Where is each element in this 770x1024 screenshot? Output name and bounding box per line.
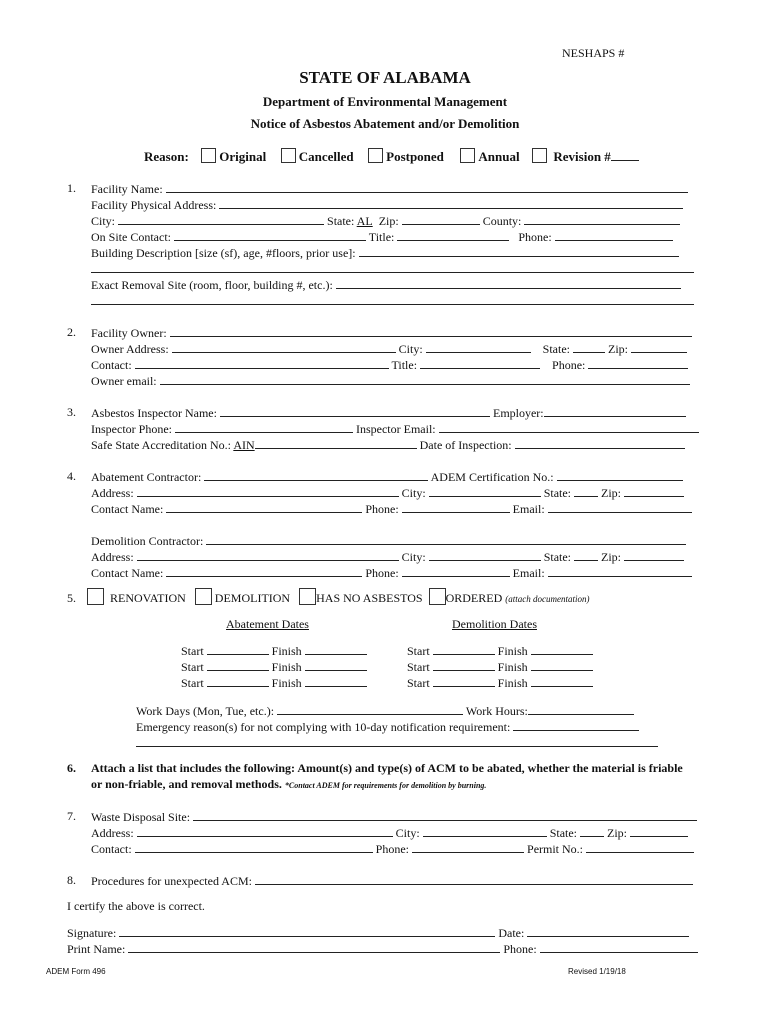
- facility-owner-label: Facility Owner:: [91, 326, 167, 340]
- inspector-name-label: Asbestos Inspector Name:: [91, 406, 217, 420]
- demolition-start-field-2[interactable]: [433, 659, 495, 671]
- demolition-finish-label: Finish: [497, 644, 528, 658]
- owner-title-field[interactable]: [420, 357, 540, 369]
- signature-date-field[interactable]: [527, 925, 689, 937]
- permit-field[interactable]: [586, 841, 694, 853]
- revision-date: Revised 1/19/18: [568, 967, 626, 976]
- owner-state-field[interactable]: [573, 341, 605, 353]
- owner-address-field[interactable]: [172, 341, 396, 353]
- demolition-start-field-3[interactable]: [433, 675, 495, 687]
- physical-address-field[interactable]: [219, 197, 683, 209]
- abatement-contractor-label: Abatement Contractor:: [91, 470, 202, 484]
- print-phone-field[interactable]: [540, 941, 698, 953]
- abatement-city-field[interactable]: [429, 485, 541, 497]
- owner-city-label: City:: [398, 342, 423, 356]
- certification-statement: I certify the above is correct.: [67, 899, 205, 913]
- acm-instructions-line-1: Attach a list that includes the following: Amount(s) and type(s) of ACM to be abated, whether the material is friable: [91, 761, 683, 775]
- notice-title: Notice of Asbestos Abatement and/or Demolition: [250, 116, 520, 131]
- demolition-start-field-1[interactable]: [433, 643, 495, 655]
- owner-contact-field[interactable]: [135, 357, 389, 369]
- form-number: ADEM Form 496: [46, 967, 106, 976]
- phone-field[interactable]: [555, 229, 673, 241]
- owner-contact-label: Contact:: [91, 358, 132, 372]
- demolition-email-field[interactable]: [548, 565, 692, 577]
- section-5-number: 5.: [67, 591, 76, 605]
- ordered-checkbox[interactable]: [429, 588, 446, 605]
- adem-certification-field[interactable]: [557, 469, 683, 481]
- abatement-phone-label: Phone:: [365, 502, 399, 516]
- inspector-email-label: Inspector Email:: [355, 422, 436, 436]
- no-asbestos-label: HAS NO ASBESTOS: [316, 591, 423, 605]
- abatement-start-label: Start: [181, 660, 204, 674]
- zip-field[interactable]: [402, 213, 480, 225]
- section-6-number: 6.: [67, 761, 76, 775]
- reason-original-label: Original: [219, 149, 267, 164]
- waste-state-field[interactable]: [580, 825, 604, 837]
- acm-instructions-line-2: or non-friable, and removal methods.: [91, 777, 282, 791]
- print-name-field[interactable]: [128, 941, 500, 953]
- signature-label: Signature:: [67, 926, 117, 940]
- demolition-contractor-label: Demolition Contractor:: [91, 534, 204, 548]
- abatement-finish-field-2[interactable]: [305, 659, 367, 671]
- abatement-finish-label: Finish: [271, 660, 302, 674]
- demolition-zip-field[interactable]: [624, 549, 684, 561]
- owner-phone-field[interactable]: [588, 357, 688, 369]
- demolition-state-field[interactable]: [574, 549, 598, 561]
- state-label: State:: [327, 214, 355, 228]
- demolition-finish-label: Finish: [497, 676, 528, 690]
- waste-address-field[interactable]: [137, 825, 393, 837]
- work-days-field[interactable]: [277, 703, 463, 715]
- facility-name-label: Facility Name:: [91, 182, 163, 196]
- abatement-start-field-2[interactable]: [207, 659, 269, 671]
- abatement-phone-field[interactable]: [402, 501, 510, 513]
- waste-zip-field[interactable]: [630, 825, 688, 837]
- building-description-field-2[interactable]: [91, 261, 694, 273]
- building-description-field[interactable]: [359, 245, 679, 257]
- owner-state-label: State:: [542, 342, 570, 356]
- demolition-start-label: Start: [407, 660, 430, 674]
- owner-phone-label: Phone:: [552, 358, 586, 372]
- section-1-number: 1.: [67, 181, 76, 195]
- waste-zip-label: Zip:: [607, 826, 628, 840]
- reason-revision-checkbox[interactable]: [532, 148, 547, 163]
- section-3-number: 3.: [67, 405, 76, 419]
- abatement-address-label: Address:: [91, 486, 134, 500]
- adem-certification-label: ADEM Certification No.:: [430, 470, 554, 484]
- work-hours-field[interactable]: [528, 703, 634, 715]
- abatement-email-field[interactable]: [548, 501, 692, 513]
- abatement-address-field[interactable]: [137, 485, 399, 497]
- owner-city-field[interactable]: [426, 341, 531, 353]
- reason-annual-label: Annual: [478, 149, 520, 164]
- waste-contact-field[interactable]: [135, 841, 373, 853]
- demolition-start-label: Start: [407, 644, 430, 658]
- accreditation-label: Safe State Accreditation No.:: [91, 438, 231, 452]
- removal-site-field-2[interactable]: [91, 293, 694, 305]
- inspector-email-field[interactable]: [439, 421, 699, 433]
- signature-date-label: Date:: [498, 926, 525, 940]
- section-8-number: 8.: [67, 873, 76, 887]
- title-field[interactable]: [397, 229, 509, 241]
- onsite-contact-field[interactable]: [174, 229, 366, 241]
- employer-label: Employer:: [492, 406, 544, 420]
- renovation-label: RENOVATION: [110, 591, 186, 605]
- abatement-finish-label: Finish: [271, 644, 302, 658]
- waste-site-label: Waste Disposal Site:: [91, 810, 191, 824]
- waste-phone-field[interactable]: [412, 841, 524, 853]
- reason-annual-checkbox[interactable]: [460, 148, 475, 163]
- abatement-state-label: State:: [543, 486, 572, 500]
- title-label: Title:: [368, 230, 395, 244]
- abatement-finish-field-3[interactable]: [305, 675, 367, 687]
- county-label: County:: [482, 214, 522, 228]
- owner-address-label: Owner Address:: [91, 342, 169, 356]
- building-description-label: Building Description [size (sf), age, #floors, prior use]:: [91, 246, 356, 260]
- demolition-contact-label: Contact Name:: [91, 566, 164, 580]
- emergency-reason-field[interactable]: [513, 719, 639, 731]
- waste-state-label: State:: [549, 826, 578, 840]
- reason-original-checkbox[interactable]: [201, 148, 216, 163]
- reason-postponed-checkbox[interactable]: [368, 148, 383, 163]
- abatement-city-label: City:: [401, 486, 426, 500]
- demolition-phone-field[interactable]: [402, 565, 510, 577]
- demolition-contractor-field[interactable]: [206, 533, 686, 545]
- abatement-contractor-field[interactable]: [204, 469, 428, 481]
- facility-owner-field[interactable]: [170, 325, 692, 337]
- demolition-checkbox[interactable]: [195, 588, 212, 605]
- renovation-checkbox[interactable]: [87, 588, 104, 605]
- abatement-start-field-3[interactable]: [207, 675, 269, 687]
- abatement-start-field-1[interactable]: [207, 643, 269, 655]
- zip-label: Zip:: [378, 214, 399, 228]
- county-field[interactable]: [524, 213, 680, 225]
- physical-address-label: Facility Physical Address:: [91, 198, 217, 212]
- demolition-finish-field-3[interactable]: [531, 675, 593, 687]
- demolition-address-label: Address:: [91, 550, 134, 564]
- abatement-zip-field[interactable]: [624, 485, 684, 497]
- abatement-email-label: Email:: [512, 502, 545, 516]
- removal-site-label: Exact Removal Site (room, floor, building #, etc.):: [91, 278, 333, 292]
- owner-zip-label: Zip:: [608, 342, 628, 356]
- owner-email-label: Owner email:: [91, 374, 157, 388]
- demolition-address-field[interactable]: [137, 549, 399, 561]
- demolition-start-label: Start: [407, 676, 430, 690]
- waste-address-label: Address:: [91, 826, 134, 840]
- print-name-label: Print Name:: [67, 942, 126, 956]
- employer-field[interactable]: [544, 405, 686, 417]
- abatement-dates-heading: Abatement Dates: [226, 617, 309, 631]
- demolition-city-label: City:: [401, 550, 426, 564]
- reason-label: Reason:: [144, 149, 189, 164]
- neshaps-number: NESHAPS #: [562, 46, 625, 60]
- department-title: Department of Environmental Management: [262, 94, 508, 109]
- work-days-label: Work Days (Mon, Tue, etc.):: [136, 704, 275, 718]
- signature-field[interactable]: [119, 925, 495, 937]
- work-hours-label: Work Hours:: [465, 704, 528, 718]
- demolition-city-field[interactable]: [429, 549, 541, 561]
- abatement-finish-field-1[interactable]: [305, 643, 367, 655]
- attach-documentation-note: (attach documentation): [505, 594, 590, 604]
- emergency-reason-label: Emergency reason(s) for not complying with 10-day notification requirement:: [136, 720, 511, 734]
- waste-site-field[interactable]: [193, 809, 697, 821]
- onsite-contact-label: On Site Contact:: [91, 230, 171, 244]
- demolition-finish-label: Finish: [497, 660, 528, 674]
- abatement-zip-label: Zip:: [601, 486, 622, 500]
- revision-label: Revision #: [553, 149, 611, 164]
- accreditation-field[interactable]: [255, 437, 417, 449]
- ain-label: AIN: [233, 438, 255, 452]
- demolition-contact-field[interactable]: [166, 565, 362, 577]
- section-4-number: 4.: [67, 469, 76, 483]
- demolition-dates-heading: Demolition Dates: [452, 617, 537, 631]
- section-7-number: 7.: [67, 809, 76, 823]
- inspector-phone-field[interactable]: [175, 421, 353, 433]
- waste-city-label: City:: [395, 826, 420, 840]
- owner-title-label: Title:: [391, 358, 418, 372]
- city-label: City:: [91, 214, 116, 228]
- permit-label: Permit No.:: [527, 842, 584, 856]
- owner-email-field[interactable]: [160, 373, 690, 385]
- demolition-state-label: State:: [543, 550, 572, 564]
- procedures-label: Procedures for unexpected ACM:: [91, 874, 252, 888]
- waste-city-field[interactable]: [423, 825, 547, 837]
- abatement-contact-field[interactable]: [166, 501, 362, 513]
- abatement-start-label: Start: [181, 676, 204, 690]
- waste-phone-label: Phone:: [375, 842, 410, 856]
- ordered-label: ORDERED: [445, 591, 503, 605]
- inspector-name-field[interactable]: [220, 405, 490, 417]
- procedures-field[interactable]: [255, 873, 693, 885]
- inspector-phone-label: Inspector Phone:: [91, 422, 172, 436]
- demolition-label: DEMOLITION: [214, 591, 291, 605]
- demolition-zip-label: Zip:: [601, 550, 622, 564]
- abatement-start-label: Start: [181, 644, 204, 658]
- demolition-finish-field-2[interactable]: [531, 659, 593, 671]
- demolition-email-label: Email:: [512, 566, 545, 580]
- burning-note: *Contact ADEM for requirements for demolition by burning.: [284, 781, 487, 790]
- state-title: STATE OF ALABAMA: [299, 68, 471, 87]
- reason-postponed-label: Postponed: [386, 149, 444, 164]
- no-asbestos-checkbox[interactable]: [299, 588, 316, 605]
- reason-cancelled-label: Cancelled: [298, 149, 354, 164]
- demolition-phone-label: Phone:: [365, 566, 399, 580]
- demolition-finish-field-1[interactable]: [531, 643, 593, 655]
- facility-name-field[interactable]: [166, 181, 688, 193]
- reason-row: [144, 148, 639, 165]
- abatement-contact-label: Contact Name:: [91, 502, 164, 516]
- print-phone-label: Phone:: [503, 942, 537, 956]
- owner-zip-field[interactable]: [631, 341, 687, 353]
- emergency-reason-field-2[interactable]: [136, 735, 658, 747]
- inspection-date-label: Date of Inspection:: [419, 438, 512, 452]
- city-field[interactable]: [118, 213, 324, 225]
- section-2-number: 2.: [67, 325, 76, 339]
- revision-field[interactable]: [611, 149, 639, 161]
- removal-site-field[interactable]: [336, 277, 681, 289]
- reason-cancelled-checkbox[interactable]: [281, 148, 296, 163]
- phone-label: Phone:: [518, 230, 552, 244]
- abatement-finish-label: Finish: [271, 676, 302, 690]
- inspection-date-field[interactable]: [515, 437, 685, 449]
- waste-contact-label: Contact:: [91, 842, 132, 856]
- state-field[interactable]: AL: [356, 214, 373, 228]
- abatement-state-field[interactable]: [574, 485, 598, 497]
